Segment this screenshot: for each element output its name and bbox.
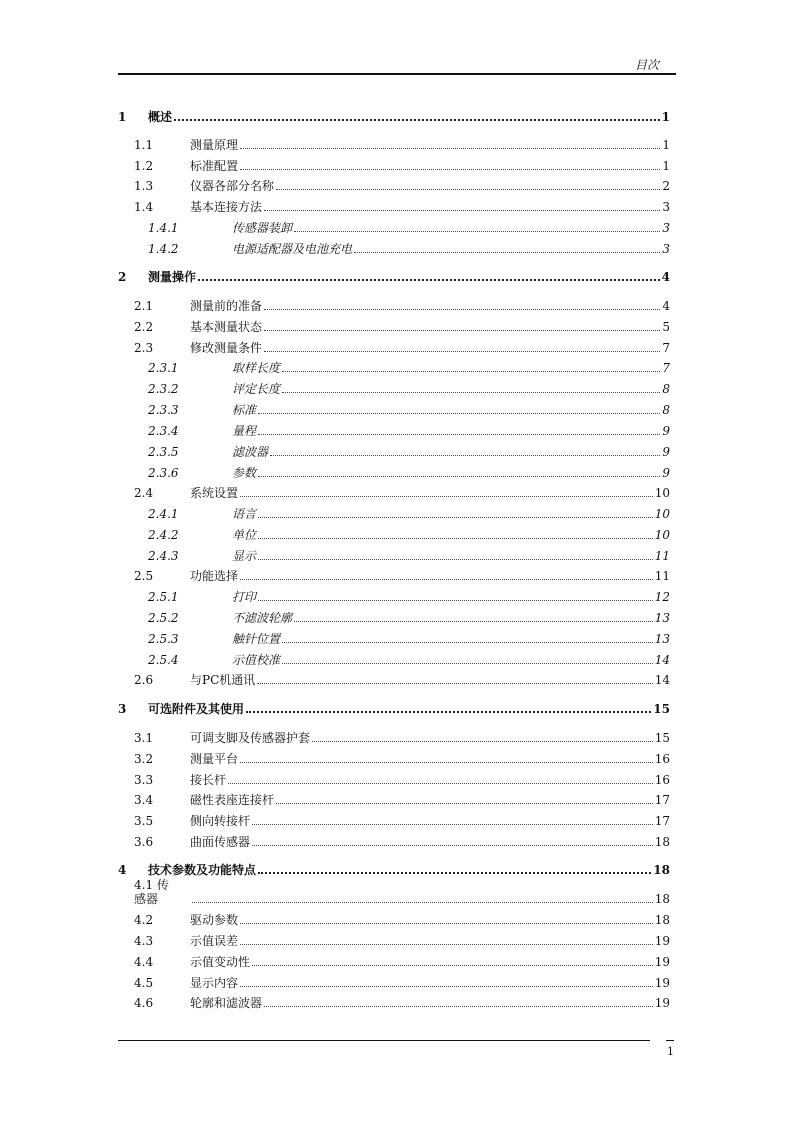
toc-entry-title: 修改测量条件	[190, 341, 263, 355]
toc-entry-number: 4	[118, 863, 127, 877]
toc-entry-title: 打印	[232, 590, 257, 604]
toc-entry-number: 2.5.2	[148, 611, 179, 625]
toc-entry-number: 2.2	[134, 320, 154, 334]
toc-entry-page: 18	[654, 913, 670, 927]
toc-dot-leader	[252, 965, 653, 966]
toc-entry-number: 4.3	[134, 934, 154, 948]
toc-dot-leader	[246, 711, 651, 713]
toc-dot-leader	[282, 663, 653, 664]
toc-dot-leader	[252, 824, 653, 825]
toc-entry[interactable]	[118, 609, 670, 625]
toc-dot-leader	[240, 169, 660, 170]
toc-entry-page: 3	[662, 221, 670, 235]
footer-rule	[118, 1040, 650, 1041]
footer-tick	[666, 1040, 674, 1041]
toc-entry[interactable]	[118, 588, 670, 604]
toc-entry-page: 11	[654, 569, 670, 583]
toc-entry-page: 17	[654, 814, 670, 828]
toc-entry-page: 16	[654, 773, 670, 787]
toc-entry-title: 侧向转接杆	[190, 814, 251, 828]
toc-entry-title: 触针位置	[232, 632, 281, 646]
toc-dot-leader	[240, 944, 653, 945]
toc-entry-title: 标准	[232, 403, 257, 417]
toc-entry-title: 驱动参数	[190, 913, 239, 927]
toc-entry[interactable]	[118, 812, 670, 828]
toc-entry[interactable]	[118, 833, 670, 849]
toc-entry-number: 1.4.1	[148, 221, 179, 235]
toc-entry-title: 参数	[232, 466, 257, 480]
toc-entry-title: 磁性表座连接杆	[190, 793, 275, 807]
toc-entry-title: 基本连接方法	[190, 200, 263, 214]
toc-entry-page: 18	[653, 863, 670, 877]
toc-entry[interactable]	[118, 994, 670, 1010]
toc-entry-page: 15	[653, 702, 670, 716]
toc-entry-title: 显示内容	[190, 976, 239, 990]
toc-entry-page: 3	[662, 200, 670, 214]
toc-entry-page: 10	[654, 528, 670, 542]
toc-entry[interactable]	[118, 911, 670, 927]
toc-dot-leader	[258, 559, 653, 560]
toc-entry-page: 1	[662, 138, 670, 152]
toc-entry-number: 2.3.6	[148, 466, 179, 480]
toc-entry-number: 2.3.4	[148, 424, 179, 438]
toc-entry-page: 5	[662, 320, 670, 334]
toc-entry[interactable]	[118, 297, 670, 313]
toc-entry-page: 7	[662, 361, 670, 375]
toc-entry-title: 显示	[232, 549, 257, 563]
toc-entry-page: 19	[654, 955, 670, 969]
toc-entry-number: 2.4	[134, 486, 154, 500]
toc-entry[interactable]	[118, 932, 670, 948]
toc-entry-page: 10	[654, 486, 670, 500]
toc-entry-title: 示值校准	[232, 653, 281, 667]
toc-entry-page: 1	[661, 110, 670, 124]
toc-entry-number: 4.6	[134, 996, 154, 1010]
toc-dot-leader	[258, 872, 651, 874]
toc-entry-title: 概述	[148, 110, 173, 124]
toc-entry-page: 4	[661, 270, 670, 284]
toc-entry-page: 8	[662, 382, 670, 396]
toc-entry-title: 滤波器	[232, 445, 269, 459]
toc-entry-title: 轮廓和滤波器	[190, 996, 263, 1010]
toc-entry-title: 系统设置	[190, 486, 239, 500]
toc-entry-number: 2.3.2	[148, 382, 179, 396]
toc-dot-leader	[354, 252, 660, 253]
toc-entry[interactable]	[118, 791, 670, 807]
toc-dot-leader	[264, 210, 660, 211]
toc-entry[interactable]	[118, 484, 670, 500]
toc-entry-title: 技术参数及功能特点	[148, 863, 257, 877]
toc-entry-title: 示值变动性	[190, 955, 251, 969]
toc-entry[interactable]	[118, 878, 670, 906]
toc-dot-leader	[240, 148, 660, 149]
toc-entry-page: 9	[662, 424, 670, 438]
toc-entry-number: 2.3.1	[148, 361, 179, 375]
toc-entry-number: 1.1	[134, 138, 154, 152]
toc-entry-page: 18	[654, 835, 670, 849]
toc-entry-number: 2.3	[134, 341, 154, 355]
toc-dot-leader	[264, 1006, 653, 1007]
toc-dot-leader	[258, 434, 660, 435]
toc-entry-number: 2.5.1	[148, 590, 179, 604]
toc-entry[interactable]	[118, 729, 670, 745]
toc-entry-number: 3.3	[134, 773, 154, 787]
toc-entry[interactable]	[118, 700, 670, 716]
toc-dot-leader	[264, 330, 660, 331]
toc-entry-number: 3.1	[134, 731, 154, 745]
toc-entry-number: 2.5	[134, 569, 154, 583]
toc-entry-page: 15	[654, 731, 670, 745]
toc-dot-leader	[258, 600, 653, 601]
toc-entry-number: 4.2	[134, 913, 154, 927]
toc-entry-number: 4.4	[134, 955, 154, 969]
toc-entry[interactable]	[118, 630, 670, 646]
toc-entry[interactable]	[118, 974, 670, 990]
toc-entry[interactable]	[118, 219, 670, 235]
toc-dot-leader	[294, 231, 660, 232]
toc-entry-title: 不滤波轮廓	[232, 611, 293, 625]
toc-entry[interactable]	[118, 651, 670, 667]
toc-dot-leader	[240, 923, 653, 924]
toc-entry-page: 8	[662, 403, 670, 417]
toc-entry[interactable]	[118, 547, 670, 563]
toc-entry-page: 12	[654, 590, 670, 604]
toc-entry[interactable]	[118, 359, 670, 375]
toc-entry-page: 19	[654, 996, 670, 1010]
toc-entry-title: 可调支脚及传感器护套	[190, 731, 311, 745]
toc-entry[interactable]	[118, 505, 670, 521]
toc-entry[interactable]	[118, 380, 670, 396]
toc-dot-leader	[252, 845, 653, 846]
toc-entry-title: 单位	[232, 528, 257, 542]
toc-entry[interactable]	[118, 177, 670, 193]
toc-entry-number: 2.4.2	[148, 528, 179, 542]
toc-dot-leader	[282, 392, 660, 393]
toc-entry[interactable]	[118, 157, 670, 173]
toc-entry-title: 标准配置	[190, 159, 239, 173]
toc-entry-page: 11	[654, 549, 670, 563]
toc-entry[interactable]	[118, 526, 670, 542]
toc-entry-title: 功能选择	[190, 569, 239, 583]
toc-entry-page: 9	[662, 445, 670, 459]
toc-entry-number: 2.3.5	[148, 445, 179, 459]
toc-entry[interactable]	[118, 240, 670, 256]
toc-entry[interactable]	[118, 567, 670, 583]
toc-dot-leader	[257, 683, 652, 684]
toc-dot-leader	[240, 986, 653, 987]
toc-entry-number: 4.1 传感器	[134, 878, 169, 906]
toc-entry-title: 测量平台	[190, 752, 239, 766]
toc-entry-number: 3	[118, 702, 127, 716]
toc-dot-leader	[192, 902, 653, 903]
toc-entry[interactable]	[118, 108, 670, 124]
toc-entry[interactable]	[118, 671, 670, 687]
toc-entry-number: 2	[118, 270, 127, 284]
toc-entry[interactable]	[118, 443, 670, 459]
toc-dot-leader	[282, 371, 660, 372]
toc-entry-page: 13	[654, 611, 670, 625]
toc-entry-title: 取样长度	[232, 361, 281, 375]
toc-entry-page: 14	[654, 653, 670, 667]
toc-entry-page: 4	[662, 299, 670, 313]
toc-dot-leader	[294, 621, 653, 622]
toc-entry-number: 3.6	[134, 835, 154, 849]
toc-entry-number: 1.4.2	[148, 242, 179, 256]
toc-entry-page: 2	[662, 179, 670, 193]
toc-entry-title: 测量前的准备	[190, 299, 263, 313]
toc-dot-leader	[240, 579, 653, 580]
toc-entry-number: 2.6	[134, 673, 154, 687]
toc-dot-leader	[240, 496, 653, 497]
toc-dot-leader	[258, 517, 653, 518]
toc-entry-title: 可选附件及其使用	[148, 702, 245, 716]
toc-dot-leader	[228, 783, 653, 784]
toc-entry[interactable]	[118, 401, 670, 417]
toc-entry[interactable]	[118, 136, 670, 152]
toc-dot-leader	[282, 642, 653, 643]
toc-dot-leader	[174, 119, 660, 121]
toc-entry-page: 1	[662, 159, 670, 173]
toc-entry-title: 评定长度	[232, 382, 281, 396]
toc-entry[interactable]	[118, 318, 670, 334]
toc-dot-leader	[258, 413, 660, 414]
toc-entry-title: 基本测量状态	[190, 320, 263, 334]
toc-entry[interactable]	[118, 268, 670, 284]
toc-entry-title: 与PC机通讯	[190, 673, 256, 687]
toc-entry-page: 17	[654, 793, 670, 807]
toc-dot-leader	[258, 538, 653, 539]
toc-entry-page: 18	[654, 892, 670, 906]
toc-entry[interactable]	[118, 339, 670, 355]
toc-dot-leader	[264, 309, 660, 310]
toc-entry-page: 14	[654, 673, 670, 687]
toc-entry[interactable]	[118, 771, 670, 787]
toc-entry-number: 2.4.3	[148, 549, 179, 563]
toc-entry-number: 2.3.3	[148, 403, 179, 417]
toc-entry-title: 曲面传感器	[190, 835, 251, 849]
toc-entry-number: 2.1	[134, 299, 154, 313]
toc-entry-title: 仪器各部分名称	[190, 179, 275, 193]
toc-entry-number: 4.5	[134, 976, 154, 990]
toc-entry-page: 3	[662, 242, 670, 256]
toc-entry-title: 接长杆	[190, 773, 227, 787]
toc-entry-number: 3.2	[134, 752, 154, 766]
toc-entry-number: 2.5.3	[148, 632, 179, 646]
toc-entry-title: 测量操作	[148, 270, 197, 284]
toc-entry-number: 2.5.4	[148, 653, 179, 667]
toc-entry-title: 语言	[232, 507, 257, 521]
toc-entry-page: 10	[654, 507, 670, 521]
toc-dot-leader	[198, 279, 660, 281]
toc-dot-leader	[276, 803, 653, 804]
toc-entry-page: 19	[654, 934, 670, 948]
footer-page-number: 1	[667, 1045, 674, 1058]
toc-entry-title: 传感器装卸	[232, 221, 293, 235]
header-rule	[118, 73, 676, 75]
toc-entry-page: 13	[654, 632, 670, 646]
toc-entry-number: 1	[118, 110, 127, 124]
toc-entry-number: 1.2	[134, 159, 154, 173]
toc-entry-page: 9	[662, 466, 670, 480]
toc-dot-leader	[258, 476, 660, 477]
toc-dot-leader	[270, 455, 660, 456]
toc-entry-title: 量程	[232, 424, 257, 438]
toc-entry-title: 电源适配器及电池充电	[232, 242, 353, 256]
toc-entry[interactable]	[118, 861, 670, 877]
toc-entry-page: 19	[654, 976, 670, 990]
toc-entry-page: 16	[654, 752, 670, 766]
toc-entry[interactable]	[118, 750, 670, 766]
toc-entry-title: 示值误差	[190, 934, 239, 948]
toc-dot-leader	[264, 351, 660, 352]
toc-entry-number: 3.5	[134, 814, 154, 828]
toc-entry[interactable]	[118, 422, 670, 438]
toc-dot-leader	[312, 741, 653, 742]
toc-entry-number: 2.4.1	[148, 507, 179, 521]
toc-entry-page: 7	[662, 341, 670, 355]
toc-entry-number: 1.4	[134, 200, 154, 214]
toc-entry-number: 1.3	[134, 179, 154, 193]
toc-entry-title: 测量原理	[190, 138, 239, 152]
header-title: 目次	[634, 58, 659, 72]
toc-entry[interactable]	[118, 198, 670, 214]
toc-entry-number: 3.4	[134, 793, 154, 807]
toc-dot-leader	[276, 189, 660, 190]
toc-entry[interactable]	[118, 464, 670, 480]
toc-dot-leader	[240, 762, 653, 763]
toc-entry[interactable]	[118, 953, 670, 969]
